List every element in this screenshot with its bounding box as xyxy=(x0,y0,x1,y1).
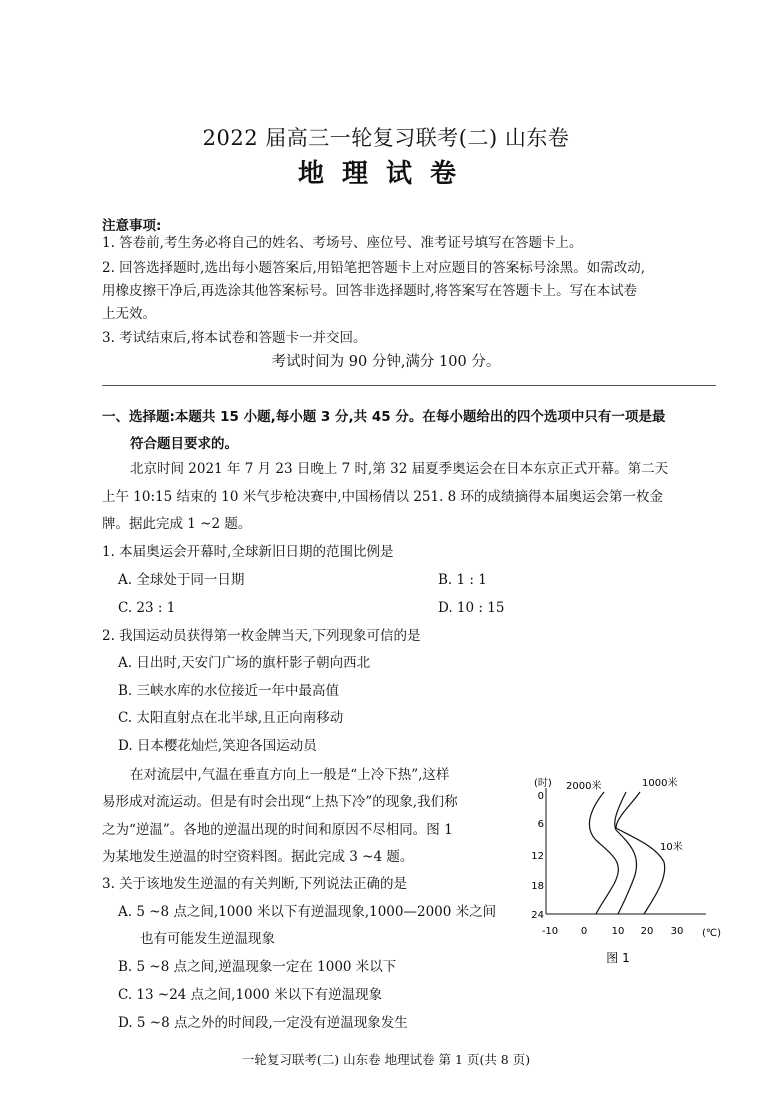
exam-time-info: 考试时间为 90 分钟,满分 100 分。 xyxy=(271,354,501,370)
notice-item-1: 1. 答卷前,考生务必将自己的姓名、考场号、座位号、准考证号填写在答题卡上。 xyxy=(102,235,583,251)
x-tick-30: 30 xyxy=(670,926,684,937)
notice-item-2-line-3: 上无效。 xyxy=(102,306,156,322)
passage-2-line-4: 为某地发生逆温的时空资料图。据此完成 3 ~4 题。 xyxy=(102,849,414,865)
y-tick-24: 24 xyxy=(531,910,544,921)
x-tick-0: 0 xyxy=(580,926,588,937)
passage-2-line-1: 在对流层中,气温在垂直方向上一般是“上冷下热”,这样 xyxy=(130,767,450,783)
question-1-stem: 1. 本届奥运会开幕时,全球新旧日期的范围比例是 xyxy=(102,544,394,560)
label-10m: 10米 xyxy=(660,842,683,853)
label-2000m: 2000米 xyxy=(566,781,602,792)
passage-1-line-1: 北京时间 2021 年 7 月 23 日晚上 7 时,第 32 届夏季奥运会在日本东京正式开幕。第二天 xyxy=(130,461,669,477)
section-heading-line-2: 符合题目要求的。 xyxy=(130,436,238,452)
notice-item-2-line-1: 2. 回答选择题时,选出每小题答案后,用铅笔把答题卡上对应题目的答案标号涂黑。如需改动, xyxy=(102,260,646,276)
divider-line xyxy=(102,385,716,386)
question-1-option-d: D. 10 : 15 xyxy=(438,600,505,616)
question-2-stem: 2. 我国运动员获得第一枚金牌当天,下列现象可信的是 xyxy=(102,628,421,644)
x-tick-10: 10 xyxy=(611,926,625,937)
notice-item-3: 3. 考试结束后,将本试卷和答题卡一并交回。 xyxy=(102,330,367,346)
figure-1-inversion-diagram xyxy=(526,766,732,976)
question-3-stem: 3. 关于该地发生逆温的有关判断,下列说法正确的是 xyxy=(102,876,407,892)
figure-caption: 图 1 xyxy=(606,951,630,965)
x-tick-minus10: -10 xyxy=(541,926,559,937)
question-1-option-b: B. 1 : 1 xyxy=(438,572,487,588)
y-tick-12: 12 xyxy=(531,851,544,862)
page-footer: 一轮复习联考(二) 山东卷 地理试卷 第 1 页(共 8 页) xyxy=(241,1052,531,1067)
label-1000m: 1000米 xyxy=(642,778,678,789)
passage-2-line-2: 易形成对流运动。但是有时会出现“上热下冷”的现象,我们称 xyxy=(102,794,458,810)
y-tick-0: 0 xyxy=(537,791,544,802)
x-axis-unit: (℃) xyxy=(702,928,722,939)
y-axis-unit: (时) xyxy=(534,778,552,789)
passage-2-line-3: 之为“逆温”。各地的逆温出现的时间和原因不尽相同。图 1 xyxy=(102,822,453,838)
paper-title: 2022 届高三一轮复习联考(二) 山东卷 xyxy=(202,126,570,150)
passage-1-line-3: 牌。据此完成 1 ~2 题。 xyxy=(102,516,252,532)
question-3-option-a-line-2: 也有可能发生逆温现象 xyxy=(140,931,275,947)
question-1-option-a: A. 全球处于同一日期 xyxy=(118,572,245,588)
section-heading-line-1: 一、选择题:本题共 15 小题,每小题 3 分,共 45 分。在每小题给出的四个选项中只有一项是最 xyxy=(102,409,666,425)
passage-1-line-2: 上午 10:15 结束的 10 米气步枪决赛中,中国杨倩以 251. 8 环的成绩摘得本届奥运会第一枚金 xyxy=(102,489,664,505)
question-2-option-d: D. 日本樱花灿烂,笑迎各国运动员 xyxy=(118,738,317,754)
question-3-option-d: D. 5 ~8 点之外的时间段,一定没有逆温现象发生 xyxy=(118,1015,408,1031)
question-3-option-b: B. 5 ~8 点之间,逆温现象一定在 1000 米以下 xyxy=(118,959,397,975)
x-tick-20: 20 xyxy=(640,926,654,937)
y-tick-18: 18 xyxy=(531,881,544,892)
notice-heading: 注意事项: xyxy=(102,218,162,234)
question-2-option-b: B. 三峡水库的水位接近一年中最高值 xyxy=(118,683,340,699)
notice-item-2-line-2: 用橡皮擦干净后,再选涂其他答案标号。回答非选择题时,将答案写在答题卡上。写在本试卷 xyxy=(102,283,638,299)
question-2-option-a: A. 日出时,天安门广场的旗杆影子朝向西北 xyxy=(118,655,371,671)
y-tick-6: 6 xyxy=(537,819,544,830)
question-3-option-a-line-1: A. 5 ~8 点之间,1000 米以下有逆温现象,1000—2000 米之间 xyxy=(118,904,497,920)
subject-title: 地理试卷 xyxy=(297,159,474,189)
question-3-option-c: C. 13 ~24 点之间,1000 米以下有逆温现象 xyxy=(118,987,383,1003)
question-2-option-c: C. 太阳直射点在北半球,且正向南移动 xyxy=(118,710,344,726)
curve-10m xyxy=(616,792,665,914)
question-1-option-c: C. 23 : 1 xyxy=(118,600,176,616)
curve-2000m xyxy=(589,792,618,914)
